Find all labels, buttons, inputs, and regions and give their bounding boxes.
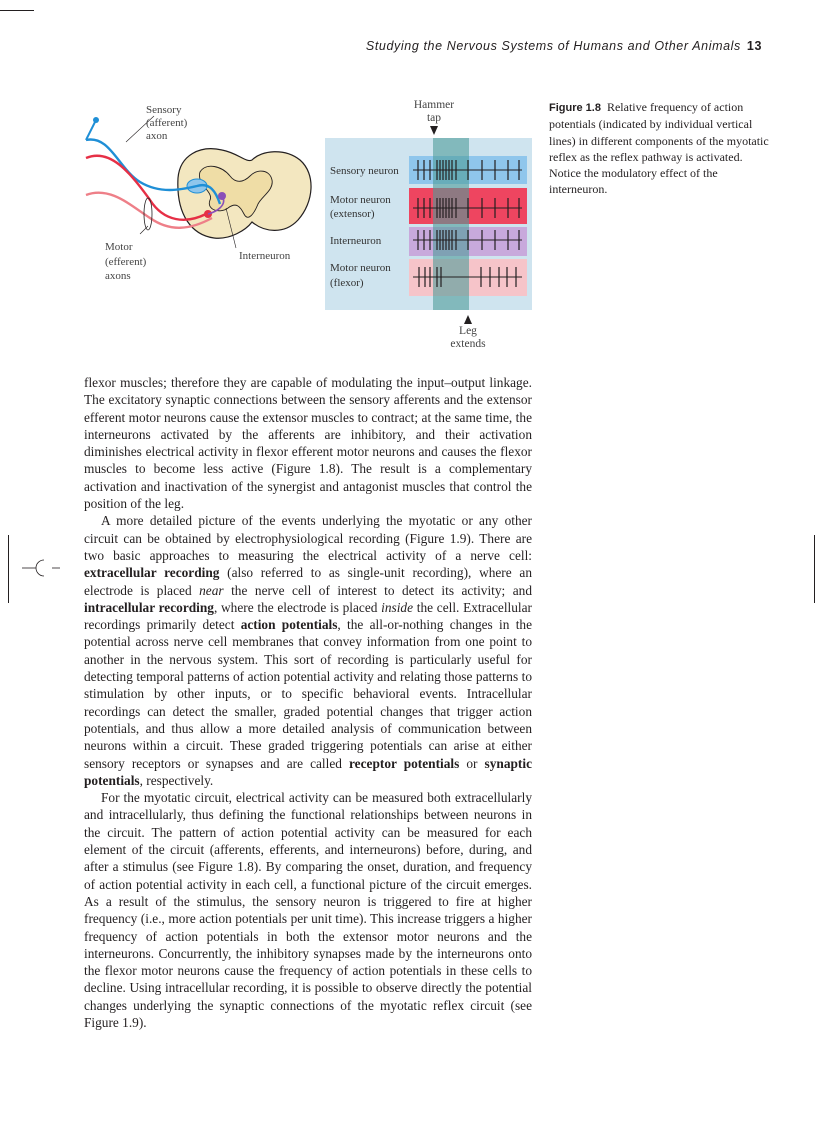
sensory-axon-ending-icon bbox=[86, 120, 96, 140]
paragraph-1: flexor muscles; therefore they are capable of modulating the input–output linkage. The excitatory synaptic connections between the sensory afferents and the extensor efferent motor neurons cause the extensor muscles to contract; at the same time, the interneurons activated by the afferents are inhibitory, and their activation diminishes electrical activity in flexor efferent motor neurons and causes the flexor muscles to become less active (Figure 1.8). The result is a complementary activation and inactivation of the synergist and antagonist muscles that control the position of the leg. bbox=[84, 375, 532, 512]
label-sensory-2: (afferent) bbox=[146, 117, 188, 129]
paragraph-2: A more detailed picture of the events underlying the myotatic or any other circuit can be obtained by electrophysiological recording (Figure 1.9). There are two basic approaches to measuring the electrical activity of a nerve cell: extracellular recording (also referred to as single-unit recording), where an electrode is placed near the nerve cell of interest to detect its activity; and intracellular recording, where the electrode is placed inside the cell. Extracellular recordings primarily detect action potentials, the all-or-nothing changes in the potential across nerve cell membranes that convey information from one point to another in the nervous system. This sort of recording is particularly useful for detecting temporal patterns of action potential activity and relating those patterns to stimulation by other inputs, or to specific behavioral events. Intracellular recordings can detect the smaller, graded potential changes that trigger action potentials, and thus allow a more detailed analysis of communication between neurons within a circuit. These graded triggering potentials can arise at either sensory receptors or synapses and are called receptor potentials or synaptic potentials, respectively. bbox=[84, 513, 533, 788]
label-leg-2: extends bbox=[450, 338, 486, 350]
label-interneuron: Interneuron bbox=[239, 250, 291, 262]
figure-caption bbox=[549, 99, 769, 198]
hammer-arrow-icon bbox=[430, 126, 438, 135]
label-motor-1: Motor bbox=[105, 241, 133, 253]
row-label-motor-extensor-1: Motor neuron bbox=[330, 194, 391, 206]
body-text bbox=[84, 374, 532, 1031]
sensory-receptor-icon bbox=[93, 117, 99, 123]
label-sensory-1: Sensory bbox=[146, 104, 182, 116]
page-number: 13 bbox=[746, 39, 762, 53]
figure-label: Figure 1.8 bbox=[549, 102, 601, 114]
label-sensory-3: axon bbox=[146, 130, 168, 142]
label-hammer-2: tap bbox=[426, 112, 442, 124]
label-motor-2: (efferent) bbox=[105, 256, 147, 268]
label-hammer-1: Hammer bbox=[413, 99, 455, 111]
term-extracellular-recording: extracellular recording bbox=[84, 565, 220, 581]
label-motor-3: axons bbox=[105, 270, 131, 282]
stimulus-band bbox=[433, 138, 469, 310]
term-action-potentials: action potentials bbox=[240, 617, 338, 633]
row-label-interneuron: Interneuron bbox=[330, 235, 382, 247]
reflex-anatomy-illustration bbox=[86, 104, 311, 282]
row-label-sensory: Sensory neuron bbox=[330, 165, 399, 177]
caption-text: Relative frequency of action potentials (indicated by individual vertical lines) in different components of the myotatic reflex as the reflex pathway is activated. Notice the modulatory effect of the interneuron. bbox=[549, 100, 769, 197]
row-label-motor-flexor-2: (flexor) bbox=[330, 277, 364, 289]
spike-panel bbox=[325, 99, 532, 350]
crop-mark-left-vertical bbox=[8, 535, 9, 603]
leg-arrow-icon bbox=[464, 315, 472, 324]
label-leg-1: Leg bbox=[459, 325, 477, 337]
term-intracellular-recording: intracellular recording bbox=[84, 599, 214, 615]
term-receptor-potentials: receptor potentials bbox=[349, 755, 460, 771]
term-synaptic-potentials: synaptic potentials bbox=[84, 755, 532, 788]
row-label-motor-flexor-1: Motor neuron bbox=[330, 262, 391, 274]
running-head-title: Studying the Nervous Systems of Humans and Other Animals bbox=[365, 39, 741, 53]
crop-mark-right-vertical bbox=[814, 535, 815, 603]
row-label-motor-extensor-2: (extensor) bbox=[330, 208, 375, 220]
paragraph-3: For the myotatic circuit, electrical activity can be measured both extracellularly and intracellularly, thus defining the functional relationships between neurons in the circuit. The pattern of action potential activity can be measured for each element of the circuit (afferents, efferents, and interneurons) before, during, and after a stimulus (see Figure 1.8). By comparing the onset, duration, and frequency of action potential activity in each cell, a functional picture of the circuit emerges. As a result of the stimulus, the sensory neuron is triggered to fire at higher frequency (i.e., more action potentials per unit time). This increase triggers a higher frequency of action potentials in both the extensor motor neurons and the interneurons. Concurrently, the inhibitory synapses made by the interneurons onto the flexor motor neurons cause the frequency of action potentials in these cells to decline. Using intracellular recording, it is possible to observe directly the potential changes underlying the synaptic connections of the myotatic reflex circuit (see Figure 1.9). bbox=[84, 790, 532, 1030]
registration-mark-icon bbox=[22, 557, 62, 579]
